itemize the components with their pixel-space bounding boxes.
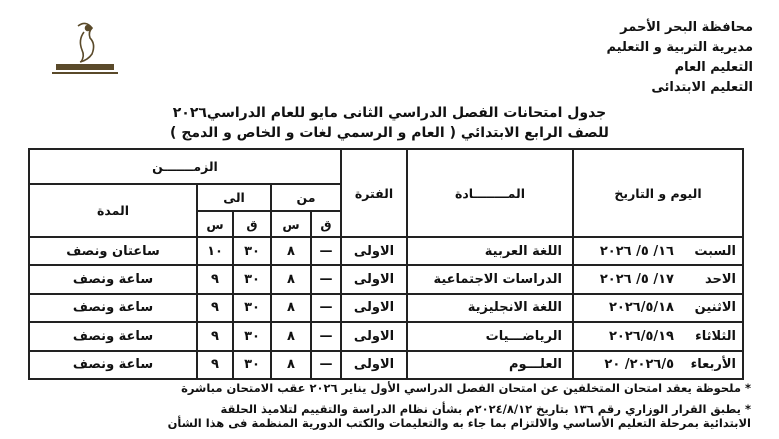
to-hours-cell: ٩ — [197, 351, 233, 379]
header-time: الزمـــــــن — [29, 149, 341, 184]
subject-cell: العلـــوم — [407, 351, 573, 379]
duration-cell: ساعتان ونصف — [29, 237, 197, 265]
period-cell: الاولى — [341, 237, 407, 265]
day-date-cell — [573, 265, 743, 293]
period-cell: الاولى — [341, 322, 407, 350]
title-line-2: للصف الرابع الابتدائي ( العام و الرسمي لغات و الخاص و الدمج ) — [170, 125, 609, 141]
to-minutes-cell: ٣٠ — [233, 322, 271, 350]
to-hours-cell: ٩ — [197, 294, 233, 322]
exam-date: ٢٠٢٦/٥/ ٢٠ — [604, 357, 674, 373]
header-line-general-education: التعليم العام — [674, 60, 753, 75]
exam-date: ١٧/ ٥/ ٢٠٢٦ — [599, 272, 674, 288]
from-hours-cell: ٨ — [271, 294, 311, 322]
day-name: الاحد — [704, 272, 736, 288]
period-cell: الاولى — [341, 351, 407, 379]
period-cell: الاولى — [341, 294, 407, 322]
day-name: الثلاثاء — [695, 328, 736, 344]
period-cell: الاولى — [341, 265, 407, 293]
table-row — [29, 265, 743, 293]
duration-cell: ساعة ونصف — [29, 351, 197, 379]
title-line-1: جدول امتحانات الفصل الدراسي الثانى مايو للعام الدراسي٢٠٢٦ — [172, 105, 607, 121]
note-ministerial-decree-line-1: * يطبق القرار الوزاري رقم ١٣٦ بتاريخ ٢٠٢٤/٨/١٢م بشأن نظام الدراسة والتقييم لتلاميذ الحلقة — [220, 402, 751, 416]
day-name: الاثنين — [694, 300, 736, 316]
notes-section — [21, 381, 751, 430]
from-minutes-cell: — — [311, 294, 341, 322]
from-hours-cell: ٨ — [271, 351, 311, 379]
table-row — [29, 351, 743, 379]
exam-date: ٢٠٢٦/٥/١٩ — [608, 328, 674, 344]
from-hours-cell: ٨ — [271, 265, 311, 293]
from-minutes-cell: — — [311, 265, 341, 293]
from-minutes-cell: — — [311, 322, 341, 350]
from-minutes-cell: — — [311, 351, 341, 379]
table-row — [29, 322, 743, 350]
table-row — [29, 294, 743, 322]
header-to: الى — [197, 184, 271, 211]
header-day-date: اليوم و التاريخ — [573, 149, 743, 237]
governorate-logo — [48, 18, 122, 80]
table-row — [29, 237, 743, 265]
header-from-minutes: ق — [311, 211, 341, 237]
schedule-title — [0, 103, 779, 143]
to-minutes-cell: ٣٠ — [233, 351, 271, 379]
to-hours-cell: ٩ — [197, 265, 233, 293]
subject-cell: الدراسات الاجتماعية — [407, 265, 573, 293]
header-from-hours: س — [271, 211, 311, 237]
note-makeup-exam: * ملحوظة يعقد امتحان المتخلفين عن امتحان الفصل الدراسي الأول يناير ٢٠٢٦ عقب الامتحان مباشرة — [181, 381, 751, 395]
duration-cell: ساعة ونصف — [29, 265, 197, 293]
day-date-cell — [573, 351, 743, 379]
subject-cell: اللغة الانجليزية — [407, 294, 573, 322]
day-date-cell — [573, 294, 743, 322]
directorate-header — [606, 18, 753, 98]
subject-cell: اللغة العربية — [407, 237, 573, 265]
subject-cell: الرياضـــيات — [407, 322, 573, 350]
day-name: الأربعاء — [690, 357, 736, 373]
day-date-cell — [573, 322, 743, 350]
from-hours-cell: ٨ — [271, 237, 311, 265]
from-minutes-cell: — — [311, 237, 341, 265]
header-subject: المــــــــادة — [407, 149, 573, 237]
to-minutes-cell: ٣٠ — [233, 265, 271, 293]
exam-date: ٢٠٢٦/٥/١٨ — [608, 300, 674, 316]
to-hours-cell: ١٠ — [197, 237, 233, 265]
day-date-cell — [573, 237, 743, 265]
exam-table — [28, 148, 744, 380]
duration-cell: ساعة ونصف — [29, 294, 197, 322]
header-from: من — [271, 184, 341, 211]
header-duration: المدة — [29, 184, 197, 237]
from-hours-cell: ٨ — [271, 322, 311, 350]
header-line-primary-education: التعليم الابتدائى — [651, 80, 753, 95]
header-line-governorate: محافظة البحر الأحمر — [620, 20, 753, 35]
to-minutes-cell: ٣٠ — [233, 237, 271, 265]
header-to-minutes: ق — [233, 211, 271, 237]
header-period: الفترة — [341, 149, 407, 237]
duration-cell: ساعة ونصف — [29, 322, 197, 350]
header-to-hours: س — [197, 211, 233, 237]
note-ministerial-decree-line-2: الابتدائية بمرحلة التعليم الأساسي والالتزام بما جاء به والتعليمات والكتب الدورية المنظمة فى هذا الشأن — [167, 416, 751, 430]
header-line-directorate: مديرية التربية و التعليم — [606, 40, 753, 55]
day-name: السبت — [694, 243, 736, 259]
to-minutes-cell: ٣٠ — [233, 294, 271, 322]
exam-date: ١٦/ ٥/ ٢٠٢٦ — [599, 243, 674, 259]
to-hours-cell: ٩ — [197, 322, 233, 350]
